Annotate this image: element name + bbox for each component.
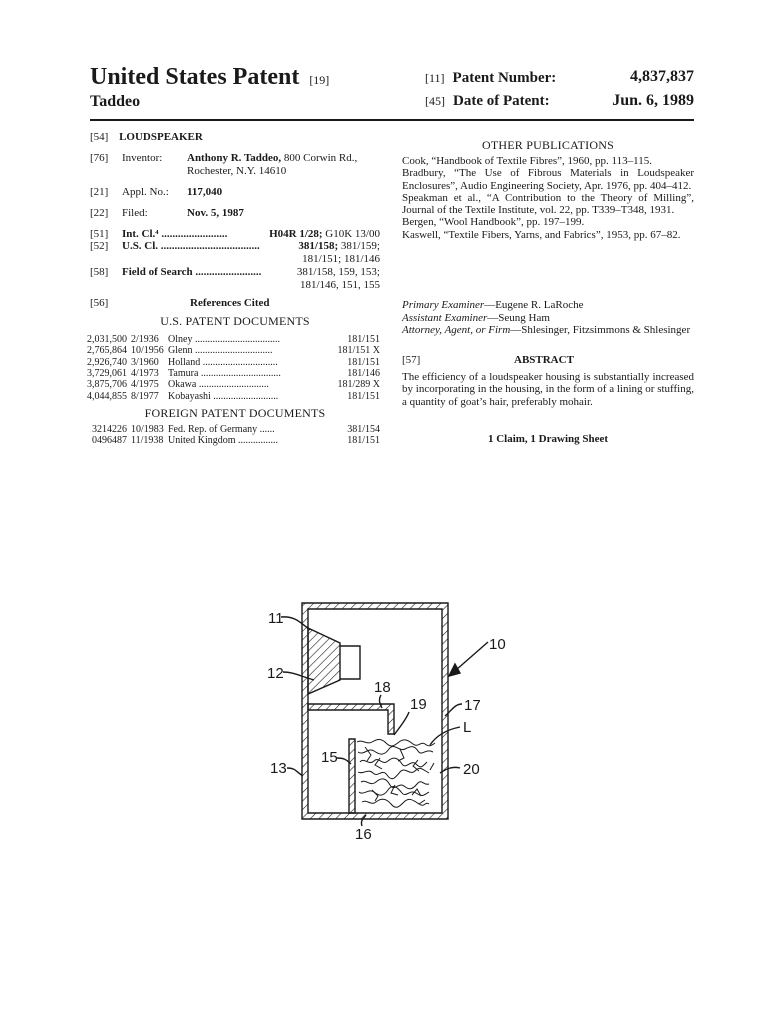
patent-name: United Kingdom ................ bbox=[168, 435, 278, 447]
patent-name: Glenn ............................... bbox=[168, 345, 273, 357]
patent-class: 181/151 bbox=[347, 435, 380, 447]
publication-entry: Cook, “Handbook of Textile Fibres”, 1960, pp. 113–115. bbox=[402, 155, 652, 167]
patent-class: 181/151 bbox=[347, 356, 380, 368]
us-patent-list bbox=[87, 334, 380, 404]
date-of-patent-label: [45] Date of Patent: bbox=[425, 93, 550, 109]
patent-class: 381/154 bbox=[347, 424, 380, 435]
field-inventor: [76] Inventor: Anthony R. Taddeo, 800 Corwin Rd., Rochester, N.Y. 14610 bbox=[90, 152, 358, 177]
patent-class: 181/151 bbox=[347, 334, 380, 345]
patent-row bbox=[87, 390, 380, 402]
patent-number-label: [11] Patent Number: bbox=[425, 70, 557, 86]
label-L: L bbox=[463, 719, 472, 736]
arrow-10 bbox=[449, 664, 460, 676]
us-patent-documents-heading: U.S. PATENT DOCUMENTS bbox=[160, 314, 310, 328]
header-rule bbox=[90, 119, 694, 121]
patent-number: 4,837,837 bbox=[630, 68, 694, 85]
label-20: 20 bbox=[463, 761, 480, 778]
patent-number: 4,044,855 bbox=[87, 390, 127, 402]
mohair-stuffing bbox=[357, 740, 435, 808]
field-appl-no: [21] Appl. No.: 117,040 bbox=[90, 186, 223, 198]
patent-row bbox=[87, 367, 380, 379]
label-11: 11 bbox=[268, 610, 284, 627]
label-13: 13 bbox=[270, 760, 287, 777]
patent-office-title: United States Patent bbox=[90, 64, 300, 90]
publication-entry: Kaswell, “Textile Fibers, Yarns, and Fabrics”, 1953, pp. 67–82. bbox=[402, 228, 681, 241]
publication-entry: Bradbury, “The Use of Fibrous Materials in Loudspeaker Enclosures”, Audio Engineering Society, Apr. 1976, pp. 404–412. bbox=[402, 167, 694, 192]
patent-date: 4/1973 bbox=[131, 367, 159, 379]
assistant-examiner: Assistant Examiner—Seung Ham bbox=[402, 311, 550, 324]
label-17: 17 bbox=[464, 697, 481, 714]
patent-name: Holland .............................. bbox=[168, 356, 278, 368]
patent-class: 181/289 X bbox=[337, 379, 380, 391]
patent-row bbox=[87, 356, 380, 368]
leader-19 bbox=[394, 712, 409, 735]
references-cited: [56] References Cited bbox=[90, 297, 270, 309]
leader-13 bbox=[287, 768, 303, 776]
field-int-cl: [51] Int. Cl.⁴ ........................ H04R 1/28; G10K 13/00 bbox=[90, 228, 380, 240]
speaker-magnet bbox=[340, 646, 360, 679]
publication-entry: Speakman et al., “A Contribution to the Theory of Milling”, Journal of the Textile Institute, vol. 22, pp. T339–T348, 1931. bbox=[402, 191, 694, 217]
inner-shelf bbox=[308, 704, 394, 734]
abstract-heading: [57] ABSTRACT bbox=[402, 354, 574, 366]
patent-row bbox=[87, 345, 380, 357]
loudspeaker-drawing bbox=[255, 590, 515, 850]
inventor-surname: Taddeo bbox=[90, 93, 141, 110]
label-18: 18 bbox=[374, 679, 391, 696]
patent-date: 8/1977 bbox=[131, 390, 159, 402]
attorney: Attorney, Agent, or Firm—Shlesinger, Fitzsimmons & Shlesinger bbox=[402, 324, 691, 336]
primary-examiner: Primary Examiner—Eugene R. LaRoche bbox=[402, 299, 584, 311]
label-10: 10 bbox=[489, 636, 506, 653]
other-publications-heading: OTHER PUBLICATIONS bbox=[482, 138, 614, 152]
abstract-text: The efficiency of a loudspeaker housing is substantially increased by incorporating in the housing, in the form of a lining or stuffing, a quantity of goat’s hair, preferably mohair. bbox=[402, 371, 694, 408]
patent-date: 11/1938 bbox=[131, 435, 164, 447]
patent-number: 3,729,061 bbox=[87, 367, 127, 379]
foreign-patent-list bbox=[90, 424, 380, 448]
speaker-cone bbox=[308, 628, 340, 694]
patent-row bbox=[87, 379, 380, 391]
label-19: 19 bbox=[410, 696, 427, 713]
patent-number: 2,031,500 bbox=[87, 334, 127, 345]
patent-row bbox=[90, 435, 380, 446]
field-search: [58] Field of Search ........................ 381/158, 159, 153; 181/146, 151, 155 bbox=[90, 266, 380, 291]
claims-summary: 1 Claim, 1 Drawing Sheet bbox=[487, 433, 609, 445]
field-filed: [22] Filed: Nov. 5, 1987 bbox=[90, 207, 244, 219]
patent-name: Fed. Rep. of Germany ...... bbox=[168, 424, 275, 435]
patent-class: 181/151 X bbox=[337, 345, 380, 357]
patent-date: 10/1983 bbox=[131, 424, 164, 435]
patent-class: 181/146 bbox=[347, 367, 380, 379]
patent-date: 2/1936 bbox=[131, 334, 159, 345]
leader-10 bbox=[456, 642, 488, 670]
patent-number: 2,765,864 bbox=[87, 345, 127, 357]
title-ref: [19] bbox=[309, 73, 330, 87]
patent-date: 3/1960 bbox=[131, 356, 159, 368]
label-12: 12 bbox=[267, 665, 284, 682]
label-16: 16 bbox=[355, 826, 372, 843]
document-title bbox=[90, 64, 329, 91]
patent-date: 4/1975 bbox=[131, 379, 159, 391]
label-15: 15 bbox=[321, 749, 338, 766]
patent-row bbox=[90, 424, 380, 435]
other-publications-list bbox=[402, 155, 694, 241]
patent-row bbox=[87, 334, 380, 345]
patent-name: Olney .................................. bbox=[168, 334, 280, 345]
patent-number: 0496487 bbox=[92, 435, 127, 447]
patent-name: Okawa ............................ bbox=[168, 379, 269, 391]
patent-name: Kobayashi .......................... bbox=[168, 390, 279, 402]
field-title: [54] LOUDSPEAKER bbox=[90, 131, 203, 143]
publication-entry: Bergen, “Wool Handbook”, pp. 197–199. bbox=[402, 216, 585, 229]
date-of-patent: Jun. 6, 1989 bbox=[612, 92, 694, 109]
field-us-cl: [52] U.S. Cl. .................................... 381/158; 381/159; 181/151; 181/146 bbox=[90, 240, 380, 265]
patent-class: 181/151 bbox=[347, 390, 380, 402]
patent-name: Tamura ................................ bbox=[168, 367, 281, 379]
patent-number: 3,875,706 bbox=[87, 379, 127, 391]
examiners-block bbox=[402, 299, 694, 337]
patent-number: 3214226 bbox=[92, 424, 127, 435]
patent-date: 10/1956 bbox=[131, 345, 164, 357]
patent-number: 2,926,740 bbox=[87, 356, 127, 368]
divider bbox=[349, 739, 355, 813]
foreign-patent-documents-heading: FOREIGN PATENT DOCUMENTS bbox=[144, 406, 326, 420]
